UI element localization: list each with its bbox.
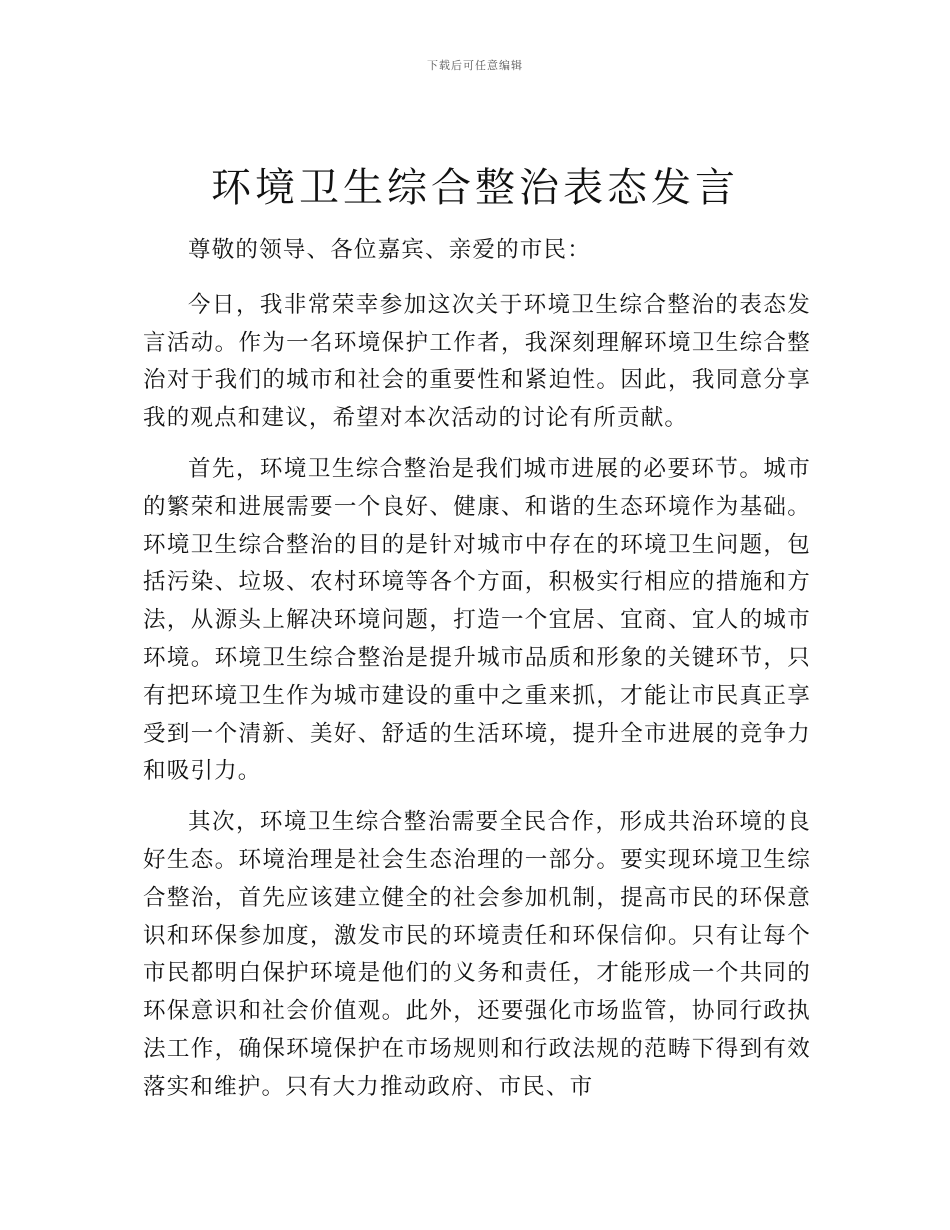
document-body	[143, 232, 811, 1120]
paragraph-1: 今日，我非常荣幸参加这次关于环境卫生综合整治的表态发言活动。作为一名环境保护工作者，我深刻理解环境卫生综合整治对于我们的城市和社会的重要性和紧迫性。因此，我同意分享我的观点和建议，希望对本次活动的讨论有所贡献。	[143, 291, 811, 432]
paragraph-3: 其次，环境卫生综合整治需要全民合作，形成共治环境的良好生态。环境治理是社会生态治理的一部分。要实现环境卫生综合整治，首先应该建立健全的社会参加机制，提高市民的环保意识和环保参加度，激发市民的环境责任和环保信仰。只有让每个市民都明白保护环境是他们的义务和责任，才能形成一个共同的环保意识和社会价值观。此外，还要强化市场监管，协同行政执法工作，确保环境保护在市场规则和行政法规的范畴下得到有效落实和维护。只有大力推动政府、市民、市	[143, 809, 811, 1100]
salutation: 尊敬的领导、各位嘉宾、亲爱的市民：	[188, 237, 591, 263]
document-title: 环境卫生综合整治表态发言	[211, 165, 739, 211]
paragraph-2: 首先，环境卫生综合整治是我们城市进展的必要环节。城市的繁荣和进展需要一个良好、健康、和谐的生态环境作为基础。环境卫生综合整治的目的是针对城市中存在的环境卫生问题，包括污染、垃圾、农村环境等各个方面，积极实行相应的措施和方法，从源头上解决环境问题，打造一个宜居、宜商、宜人的城市环境。环境卫生综合整治是提升城市品质和形象的关键环节，只有把环境卫生作为城市建设的重中之重来抓，才能让市民真正享受到一个清新、美好、舒适的生活环境，提升全市进展的竞争力和吸引力。	[143, 455, 811, 785]
header-note: 下载后可任意编辑	[427, 59, 523, 72]
